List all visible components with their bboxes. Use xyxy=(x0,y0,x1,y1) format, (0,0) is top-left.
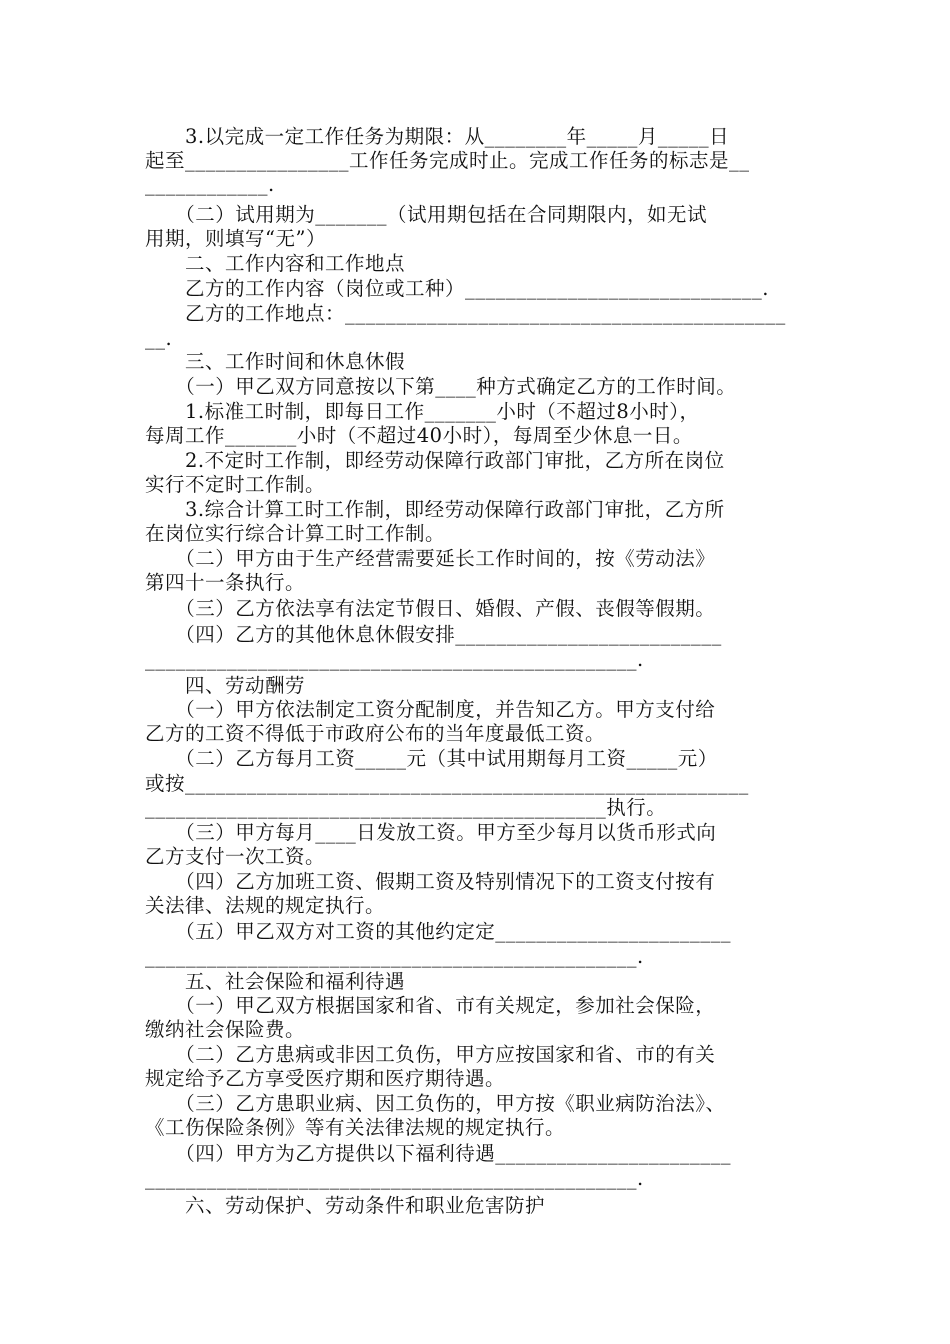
text-line: ________________________________________________. xyxy=(145,648,644,671)
text-line: ________________________________________________. xyxy=(145,945,644,968)
text-line: （三）乙方依法享有法定节假日、婚假、产假、丧假等假期。 xyxy=(145,597,716,620)
text-line: __. xyxy=(145,327,173,350)
text-line: 起至________________工作任务完成时止。完成工作任务的标志是__ xyxy=(145,149,750,172)
text-line: 3.综合计算工时工作制，即经劳动保障行政部门审批，乙方所 xyxy=(145,498,725,521)
text-line: 缴纳社会保险费。 xyxy=(145,1018,306,1041)
text-line: 实行不定时工作制。 xyxy=(145,473,326,496)
text-line: 乙方支付一次工资。 xyxy=(145,845,326,868)
text-line: （二）乙方每月工资_____元（其中试用期每月工资_____元） xyxy=(145,747,718,770)
text-line: 每周工作_______小时（不超过40小时），每周至少休息一日。 xyxy=(145,424,693,447)
text-line: （三）甲方每月____日发放工资。甲方至少每月以货币形式向 xyxy=(145,821,717,844)
text-line: （一）甲乙双方同意按以下第____种方式确定乙方的工作时间。 xyxy=(145,375,737,398)
section-heading: 三、工作时间和休息休假 xyxy=(145,350,406,373)
text-line: 关法律、法规的规定执行。 xyxy=(145,894,386,917)
text-line: ________________________________________________. xyxy=(145,1167,644,1190)
text-line: 或按_______________________________________________________ xyxy=(145,772,749,795)
text-line: 规定给予乙方享受医疗期和医疗期待遇。 xyxy=(145,1067,506,1090)
text-line: （四）乙方的其他休息休假安排__________________________ xyxy=(145,623,722,646)
text-line: （一）甲方依法制定工资分配制度，并告知乙方。甲方支付给 xyxy=(145,698,716,721)
text-line: 乙方的工作地点：___________________________________________ xyxy=(145,302,786,325)
text-line: （二）甲方由于生产经营需要延长工作时间的，按《劳动法》 xyxy=(145,547,716,570)
text-line: _____________________________________________执行。 xyxy=(145,796,667,819)
text-line: 用期，则填写“无”） xyxy=(145,227,326,250)
text-line: 在岗位实行综合计算工时工作制。 xyxy=(145,522,446,545)
text-line: （四）甲方为乙方提供以下福利待遇_______________________ xyxy=(145,1142,732,1165)
text-line: （三）乙方患职业病、因工负伤的，甲方按《职业病防治法》、 xyxy=(145,1092,726,1115)
text-line: 3.以完成一定工作任务为期限：从________年_____月_____日 xyxy=(145,125,730,148)
text-line: （二）试用期为_______（试用期包括在合同期限内，如无试 xyxy=(145,203,708,226)
text-line: （五）甲乙双方对工资的其他约定定_______________________ xyxy=(145,920,732,943)
section-heading: 二、工作内容和工作地点 xyxy=(145,252,406,275)
text-line: ____________. xyxy=(145,173,275,196)
text-line: 第四十一条执行。 xyxy=(145,571,306,594)
text-line: 2.不定时工作制，即经劳动保障行政部门审批，乙方所在岗位 xyxy=(145,449,725,472)
section-heading: 六、劳动保护、劳动条件和职业危害防护 xyxy=(145,1194,546,1217)
section-heading: 四、劳动酬劳 xyxy=(145,674,306,697)
text-line: 乙方的工作内容（岗位或工种）_____________________________. xyxy=(145,277,769,300)
text-line: 乙方的工资不得低于市政府公布的当年度最低工资。 xyxy=(145,722,606,745)
text-line: 1.标准工时制，即每日工作_______小时（不超过8小时）， xyxy=(145,400,700,423)
section-heading: 五、社会保险和福利待遇 xyxy=(145,970,406,993)
text-line: （二）乙方患病或非因工负伤，甲方应按国家和省、市的有关 xyxy=(145,1043,716,1066)
text-line: （一）甲乙双方根据国家和省、市有关规定，参加社会保险， xyxy=(145,994,716,1017)
text-line: 《工伤保险条例》等有关法律法规的规定执行。 xyxy=(145,1116,566,1139)
text-line: （四）乙方加班工资、假期工资及特别情况下的工资支付按有 xyxy=(145,870,716,893)
